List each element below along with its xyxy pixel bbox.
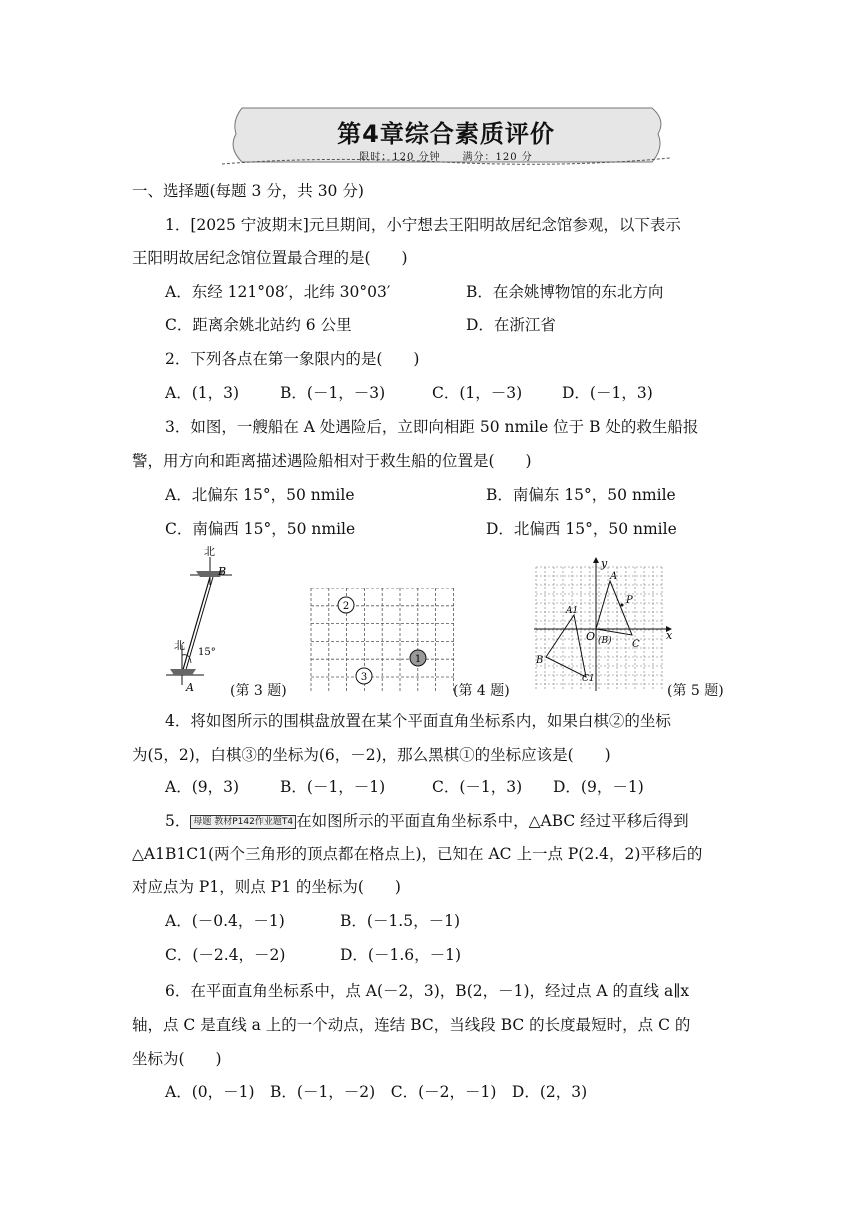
figure-3-caption: (第 3 题)	[230, 683, 287, 699]
figure-4-go-board	[310, 588, 460, 694]
section-heading: 一、选择题(每题 3 分，共 30 分)	[132, 182, 364, 200]
stone-2-label: 2	[342, 601, 350, 612]
q4-stem-1: 4．将如图所示的围棋盘放置在某个平面直角坐标系内，如果白棋②的坐标	[165, 712, 671, 730]
q6-options: A．(0，－1) B．(－1，－2) C．(－2，－1) D．(2，3)	[165, 1083, 588, 1101]
fig3-label-b: B	[218, 565, 227, 578]
fig5-x-label: x	[666, 629, 673, 642]
q4-option-c: C．(－1，3)	[432, 778, 523, 796]
q1-stem-1: 1．[2025 宁波期末]元旦期间，小宁想去王阳明故居纪念馆参观，以下表示	[165, 216, 681, 234]
q3-stem-2: 警，用方向和距离描述遇险船相对于救生船的位置是( )	[132, 452, 532, 470]
q4-option-b: B．(－1，－1)	[280, 778, 386, 796]
fig5-label-b: B	[536, 655, 544, 666]
fig3-label-a: A	[186, 681, 194, 694]
q1-option-a: A．东经 121°08′，北纬 30°03′	[165, 283, 391, 301]
q1-option-d: D．在浙江省	[466, 316, 556, 334]
q1-stem-2: 王阳明故居纪念馆位置最合理的是( )	[132, 249, 408, 267]
q2-option-b: B．(－1，－3)	[280, 384, 386, 402]
fig5-label-a1: A1	[566, 606, 579, 616]
fig5-label-b1: (B)	[598, 636, 612, 646]
fig5-y-label: y	[601, 557, 608, 570]
figure-3-diagram	[160, 545, 250, 695]
q5-option-b: B．(－1.5，－1)	[340, 912, 460, 930]
q2-option-c: C．(1，－3)	[432, 384, 523, 402]
q3-option-b: B．南偏东 15°，50 nmile	[486, 486, 676, 504]
fig3-angle: 15°	[198, 647, 216, 658]
q6-stem-1: 6．在平面直角坐标系中，点 A(－2，3)，B(2，－1)，经过点 A 的直线 a∥x	[165, 982, 690, 1000]
q5-stem-3: 对应点为 P1，则点 P1 的坐标为( )	[132, 878, 401, 896]
q5-number: 5．	[165, 812, 191, 830]
fig3-north-bottom: 北	[174, 639, 185, 652]
fig5-label-a: A	[610, 571, 618, 582]
page-subtitle: 限时：120 分钟 满分：120 分	[359, 152, 533, 163]
q4-stem-2: 为(5，2)，白棋③的坐标为(6，－2)，那么黑棋①的坐标应该是( )	[132, 746, 611, 764]
figure-4-caption: (第 4 题)	[453, 683, 510, 699]
q3-option-c: C．南偏西 15°，50 nmile	[165, 520, 356, 538]
fig5-label-c: C	[632, 639, 640, 650]
q2-option-d: D．(－1，3)	[562, 384, 653, 402]
fig5-origin-label: O	[586, 630, 596, 643]
title-banner	[222, 100, 670, 170]
q3-option-d: D．北偏西 15°，50 nmile	[486, 520, 677, 538]
q5-source-tag: 母题 教材P142作业题T4	[190, 815, 296, 829]
q5-stem-2: △A1B1C1(两个三角形的顶点都在格点上)，已知在 AC 上一点 P(2.4，2)平移后的	[132, 845, 703, 863]
q5-option-d: D．(－1.6，－1)	[340, 946, 462, 964]
q1-option-c: C．距离余姚北站约 6 公里	[165, 316, 352, 334]
q4-option-a: A．(9，3)	[165, 778, 240, 796]
fig3-north-top: 北	[204, 545, 215, 558]
figure-5-caption: (第 5 题)	[667, 683, 724, 699]
q2-option-a: A．(1，3)	[165, 384, 240, 402]
q5-stem-1	[165, 810, 689, 832]
stone-3-label: 3	[360, 672, 368, 683]
q5-option-a: A．(－0.4，－1)	[165, 912, 285, 930]
page-title: 第4章综合素质评价	[337, 120, 555, 148]
q6-stem-2: 轴，点 C 是直线 a 上的一个动点，连结 BC，当线段 BC 的长度最短时，点 C 的	[132, 1016, 691, 1034]
q1-option-b: B．在余姚博物馆的东北方向	[466, 283, 664, 301]
q3-stem-1: 3．如图，一艘船在 A 处遇险后，立即向相距 50 nmile 位于 B 处的救生船报	[165, 418, 699, 436]
q6-stem-3: 坐标为( )	[132, 1050, 222, 1068]
q4-option-d: D．(9，－1)	[553, 778, 644, 796]
fig5-label-p: P	[626, 595, 633, 606]
q2-stem: 2．下列各点在第一象限内的是( )	[165, 350, 420, 368]
q3-option-a: A．北偏东 15°，50 nmile	[165, 486, 355, 504]
q5-option-c: C．(－2.4，－2)	[165, 946, 286, 964]
figure-5-coordinate-plane	[534, 557, 674, 691]
q5-stem-1-text: 在如图所示的平面直角坐标系中，△ABC 经过平移后得到	[296, 812, 689, 830]
fig5-label-c1: C1	[582, 674, 595, 684]
stone-1-label: 1	[414, 654, 422, 665]
